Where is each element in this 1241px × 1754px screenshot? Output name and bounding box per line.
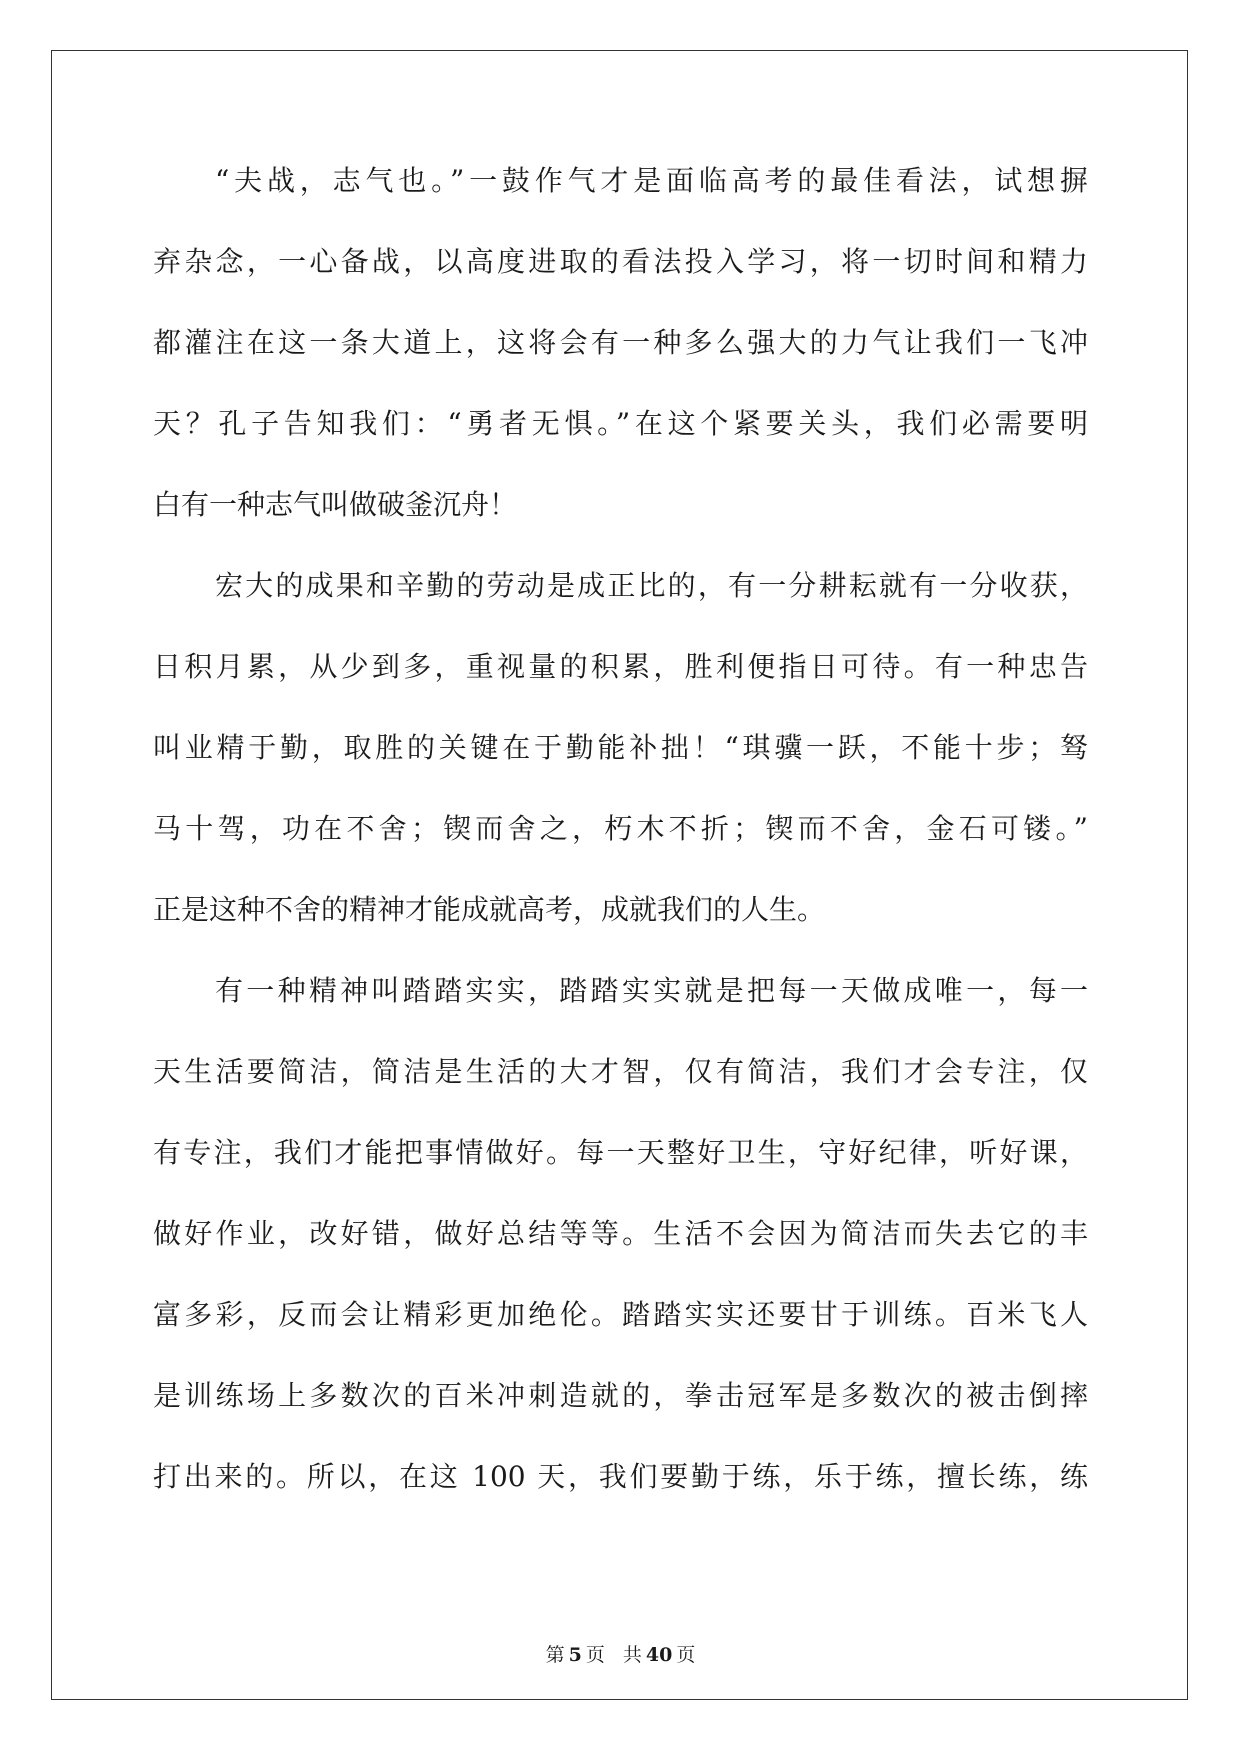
text-line: 都灌注在这一条大道上，这将会有一种多么强大的力气让我们一飞冲	[153, 326, 1088, 359]
text-line: 做好作业，改好错，做好总结等等。生活不会因为简洁而失去它的丰	[153, 1217, 1088, 1250]
page-number-prefix: 第	[545, 1644, 565, 1666]
text-line: 是训练场上多数次的百米冲刺造就的，拳击冠军是多数次的被击倒摔	[153, 1379, 1088, 1412]
text-line: 马十驾，功在不舍；锲而舍之，朽木不折；锲而不舍，金石可镂。”	[153, 812, 1088, 845]
text-line: 打出来的。所以，在这 100 天，我们要勤于练，乐于练，擅长练，练	[153, 1460, 1088, 1493]
text-line: 天？孔子告知我们：“勇者无惧。”在这个紧要关头，我们必需要明	[153, 407, 1088, 440]
total-pages-suffix: 页	[676, 1644, 696, 1666]
paragraph-1	[153, 164, 1088, 572]
text-line: “夫战，志气也。”一鼓作气才是面临高考的最佳看法，试想摒	[215, 164, 1088, 197]
document-body	[153, 164, 1088, 1544]
total-pages: 40	[645, 1644, 673, 1666]
paragraph-2	[153, 569, 1088, 977]
text-line: 正是这种不舍的精神才能成就高考，成就我们的人生。	[153, 893, 826, 926]
text-line: 天生活要简洁，简洁是生活的大才智，仅有简洁，我们才会专注，仅	[153, 1055, 1088, 1088]
paragraph-3	[153, 974, 1088, 1544]
text-line: 宏大的成果和辛勤的劳动是成正比的，有一分耕耘就有一分收获，	[215, 569, 1088, 602]
page-footer	[0, 1640, 1241, 1667]
page-number: 5	[568, 1644, 582, 1666]
text-line: 日积月累，从少到多，重视量的积累，胜利便指日可待。有一种忠告	[153, 650, 1088, 683]
text-line: 有专注，我们才能把事情做好。每一天整好卫生，守好纪律，听好课，	[153, 1136, 1088, 1169]
text-line: 有一种精神叫踏踏实实，踏踏实实就是把每一天做成唯一，每一	[215, 974, 1088, 1007]
text-line: 白有一种志气叫做破釜沉舟！	[153, 488, 518, 521]
total-pages-prefix: 共	[622, 1644, 642, 1666]
text-line: 叫业精于勤，取胜的关键在于勤能补拙！“琪骥一跃，不能十步；驽	[153, 731, 1088, 764]
text-line: 弃杂念，一心备战，以高度进取的看法投入学习，将一切时间和精力	[153, 245, 1088, 278]
text-line: 富多彩，反而会让精彩更加绝伦。踏踏实实还要甘于训练。百米飞人	[153, 1298, 1088, 1331]
page-number-suffix: 页	[585, 1644, 605, 1666]
